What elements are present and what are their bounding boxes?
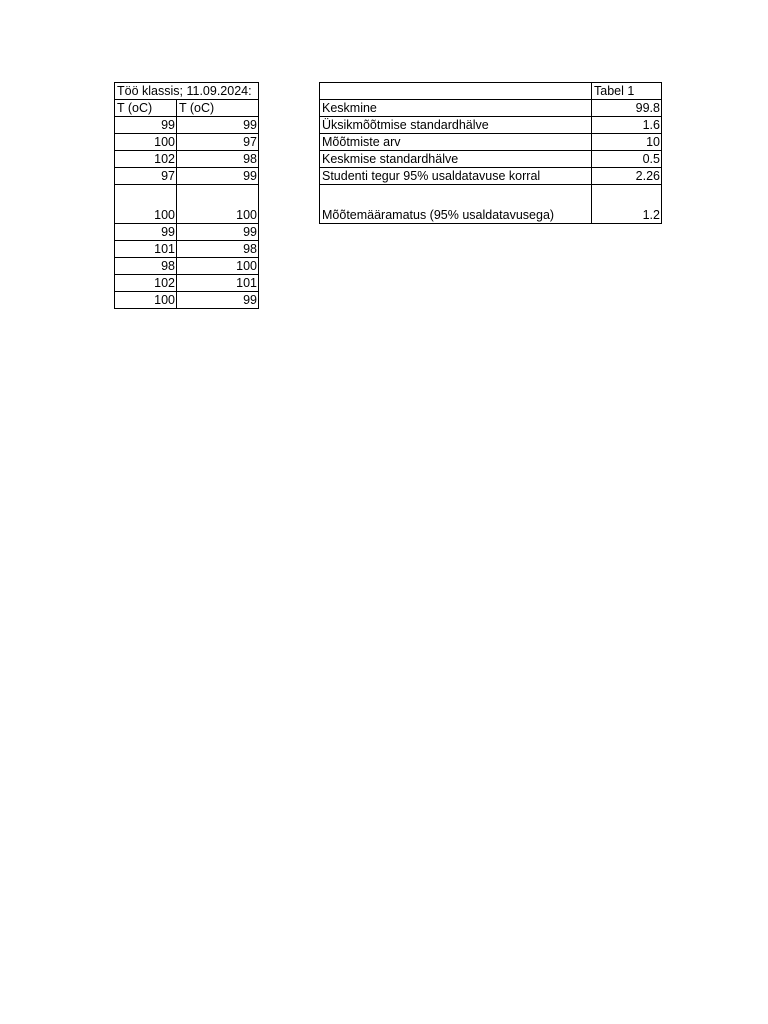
table-row xyxy=(115,117,259,134)
table-cell[interactable]: 102 xyxy=(115,275,177,292)
table-cell[interactable]: 98 xyxy=(115,258,177,275)
table-row xyxy=(320,117,662,134)
measurements-title[interactable]: Töö klassis; 11.09.2024: xyxy=(115,83,259,100)
table-cell[interactable]: 99 xyxy=(115,224,177,241)
table-cell[interactable]: 99 xyxy=(177,224,259,241)
table-cell[interactable]: 101 xyxy=(177,275,259,292)
stat-label[interactable]: Mõõtemääramatus (95% usaldatavusega) xyxy=(320,185,592,224)
stat-label[interactable]: Keskmine xyxy=(320,100,592,117)
table-title-row xyxy=(115,83,259,100)
stat-value[interactable]: 10 xyxy=(592,134,662,151)
table-row xyxy=(320,185,662,224)
stat-label[interactable]: Mõõtmiste arv xyxy=(320,134,592,151)
table-cell[interactable]: 100 xyxy=(177,258,259,275)
stat-value[interactable]: 1.6 xyxy=(592,117,662,134)
table-row xyxy=(115,151,259,168)
table-row xyxy=(320,151,662,168)
table-cell[interactable]: 100 xyxy=(177,185,259,224)
stat-value[interactable]: 1.2 xyxy=(592,185,662,224)
table-cell[interactable]: 101 xyxy=(115,241,177,258)
table-cell[interactable]: 99 xyxy=(177,292,259,309)
table-title-row xyxy=(320,83,662,100)
table-cell[interactable]: 99 xyxy=(115,117,177,134)
table-cell[interactable]: 100 xyxy=(115,292,177,309)
table-row xyxy=(115,241,259,258)
stat-label[interactable]: Studenti tegur 95% usaldatavuse korral xyxy=(320,168,592,185)
table-row xyxy=(115,134,259,151)
table-cell[interactable]: 99 xyxy=(177,117,259,134)
column-header[interactable]: T (oC) xyxy=(177,100,259,117)
statistics-table xyxy=(319,82,662,224)
table-cell[interactable]: 97 xyxy=(177,134,259,151)
stat-value[interactable]: 0.5 xyxy=(592,151,662,168)
table-row xyxy=(115,224,259,241)
stat-label[interactable]: Keskmise standardhälve xyxy=(320,151,592,168)
table-row xyxy=(320,168,662,185)
table-row xyxy=(320,134,662,151)
measurements-table xyxy=(114,82,259,309)
stat-value[interactable]: 2.26 xyxy=(592,168,662,185)
table-cell[interactable]: 99 xyxy=(177,168,259,185)
table-row xyxy=(115,168,259,185)
table-cell[interactable]: 102 xyxy=(115,151,177,168)
table-row xyxy=(320,100,662,117)
table-row xyxy=(115,292,259,309)
empty-cell[interactable] xyxy=(320,83,592,100)
table-cell[interactable]: 97 xyxy=(115,168,177,185)
column-header[interactable]: T (oC) xyxy=(115,100,177,117)
stat-value[interactable]: 99.8 xyxy=(592,100,662,117)
stat-label[interactable]: Üksikmõõtmise standardhälve xyxy=(320,117,592,134)
table-cell[interactable]: 98 xyxy=(177,241,259,258)
table-cell[interactable]: 100 xyxy=(115,185,177,224)
table-cell[interactable]: 100 xyxy=(115,134,177,151)
statistics-title[interactable]: Tabel 1 xyxy=(592,83,662,100)
header-row xyxy=(115,100,259,117)
table-row xyxy=(115,185,259,224)
table-row xyxy=(115,258,259,275)
table-row xyxy=(115,275,259,292)
table-cell[interactable]: 98 xyxy=(177,151,259,168)
